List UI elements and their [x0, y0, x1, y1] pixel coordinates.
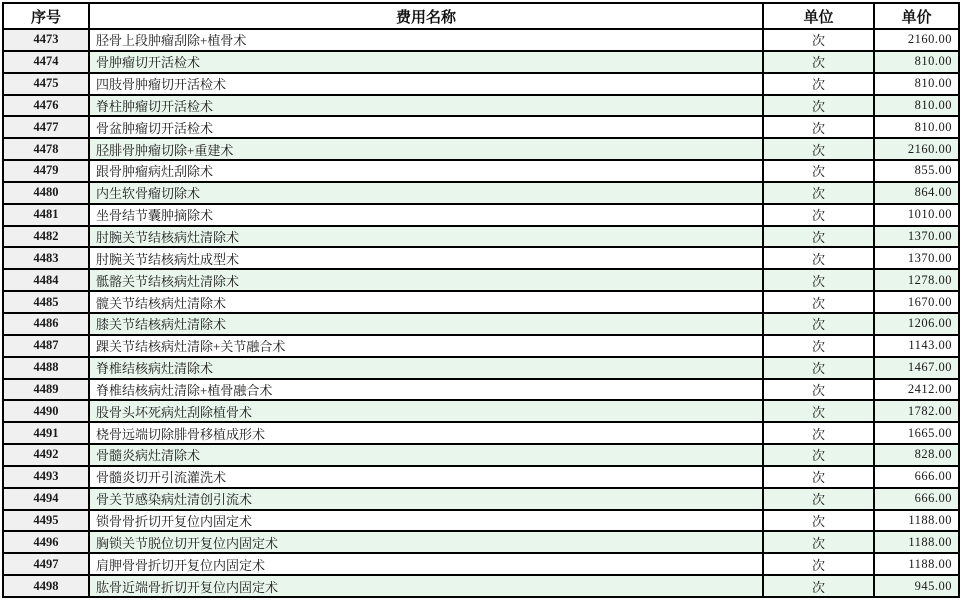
price-cell: 810.00 [874, 95, 959, 117]
fee-table-body [3, 29, 959, 597]
table-row [3, 182, 959, 204]
unit-cell: 次 [763, 160, 874, 182]
row-id-cell: 4483 [3, 247, 89, 269]
unit-cell: 次 [763, 138, 874, 160]
table-row [3, 575, 959, 597]
unit-cell: 次 [763, 553, 874, 575]
row-id-cell: 4477 [3, 116, 89, 138]
row-id-cell: 4489 [3, 379, 89, 401]
unit-cell: 次 [763, 422, 874, 444]
row-id-cell: 4484 [3, 269, 89, 291]
unit-cell: 次 [763, 116, 874, 138]
row-id-cell: 4480 [3, 182, 89, 204]
fee-table-header [3, 3, 959, 29]
fee-name-cell: 胫腓骨肿瘤切除+重建术 [89, 138, 763, 160]
price-cell: 1665.00 [874, 422, 959, 444]
price-cell: 666.00 [874, 466, 959, 488]
row-id-cell: 4475 [3, 73, 89, 95]
row-id-cell: 4495 [3, 510, 89, 532]
row-id-cell: 4496 [3, 531, 89, 553]
price-cell: 855.00 [874, 160, 959, 182]
unit-cell: 次 [763, 488, 874, 510]
price-cell: 2412.00 [874, 379, 959, 401]
fee-name-cell: 骨关节感染病灶清创引流术 [89, 488, 763, 510]
table-row [3, 335, 959, 357]
fee-name-cell: 骶髂关节结核病灶清除术 [89, 269, 763, 291]
table-row [3, 313, 959, 335]
fee-table [2, 2, 960, 598]
table-row [3, 379, 959, 401]
row-id-cell: 4497 [3, 553, 89, 575]
fee-name-cell: 骨髓炎切开引流灌洗术 [89, 466, 763, 488]
table-row [3, 553, 959, 575]
price-cell: 810.00 [874, 116, 959, 138]
table-row [3, 531, 959, 553]
fee-name-cell: 坐骨结节囊肿摘除术 [89, 204, 763, 226]
row-id-cell: 4485 [3, 291, 89, 313]
unit-cell: 次 [763, 510, 874, 532]
row-id-cell: 4474 [3, 51, 89, 73]
price-cell: 1188.00 [874, 510, 959, 532]
price-cell: 666.00 [874, 488, 959, 510]
price-cell: 1370.00 [874, 247, 959, 269]
fee-name-cell: 桡骨远端切除腓骨移植成形术 [89, 422, 763, 444]
fee-name-cell: 锁骨骨折切开复位内固定术 [89, 510, 763, 532]
unit-cell: 次 [763, 313, 874, 335]
price-cell: 1370.00 [874, 226, 959, 248]
unit-cell: 次 [763, 73, 874, 95]
row-id-cell: 4473 [3, 29, 89, 51]
table-row [3, 73, 959, 95]
price-cell: 945.00 [874, 575, 959, 597]
table-row [3, 269, 959, 291]
row-id-cell: 4486 [3, 313, 89, 335]
table-row [3, 466, 959, 488]
fee-name-cell: 脊椎结核病灶清除术 [89, 357, 763, 379]
row-id-cell: 4481 [3, 204, 89, 226]
unit-cell: 次 [763, 95, 874, 117]
fee-name-cell: 脊柱肿瘤切开活检术 [89, 95, 763, 117]
column-header-price: 单价 [874, 3, 959, 29]
unit-cell: 次 [763, 204, 874, 226]
fee-name-cell: 胫骨上段肿瘤刮除+植骨术 [89, 29, 763, 51]
table-row [3, 29, 959, 51]
fee-name-cell: 四肢骨肿瘤切开活检术 [89, 73, 763, 95]
table-row [3, 291, 959, 313]
table-row [3, 51, 959, 73]
column-header-serial: 序号 [3, 3, 89, 29]
unit-cell: 次 [763, 247, 874, 269]
fee-name-cell: 肩胛骨骨折切开复位内固定术 [89, 553, 763, 575]
row-id-cell: 4478 [3, 138, 89, 160]
price-cell: 1188.00 [874, 553, 959, 575]
price-cell: 2160.00 [874, 138, 959, 160]
fee-name-cell: 跟骨肿瘤病灶刮除术 [89, 160, 763, 182]
fee-name-cell: 髋关节结核病灶清除术 [89, 291, 763, 313]
price-cell: 810.00 [874, 73, 959, 95]
row-id-cell: 4498 [3, 575, 89, 597]
row-id-cell: 4494 [3, 488, 89, 510]
unit-cell: 次 [763, 29, 874, 51]
price-cell: 1670.00 [874, 291, 959, 313]
price-cell: 1206.00 [874, 313, 959, 335]
price-cell: 810.00 [874, 51, 959, 73]
unit-cell: 次 [763, 226, 874, 248]
fee-name-cell: 肱骨近端骨折切开复位内固定术 [89, 575, 763, 597]
row-id-cell: 4490 [3, 400, 89, 422]
fee-name-cell: 内生软骨瘤切除术 [89, 182, 763, 204]
price-cell: 1782.00 [874, 400, 959, 422]
row-id-cell: 4492 [3, 444, 89, 466]
fee-name-cell: 股骨头坏死病灶刮除植骨术 [89, 400, 763, 422]
unit-cell: 次 [763, 335, 874, 357]
fee-name-cell: 骨髓炎病灶清除术 [89, 444, 763, 466]
row-id-cell: 4488 [3, 357, 89, 379]
table-row [3, 357, 959, 379]
table-row [3, 444, 959, 466]
price-cell: 1188.00 [874, 531, 959, 553]
row-id-cell: 4479 [3, 160, 89, 182]
row-id-cell: 4487 [3, 335, 89, 357]
fee-name-cell: 骨肿瘤切开活检术 [89, 51, 763, 73]
fee-name-cell: 膝关节结核病灶清除术 [89, 313, 763, 335]
fee-name-cell: 肘腕关节结核病灶成型术 [89, 247, 763, 269]
price-cell: 1010.00 [874, 204, 959, 226]
price-cell: 828.00 [874, 444, 959, 466]
unit-cell: 次 [763, 379, 874, 401]
unit-cell: 次 [763, 531, 874, 553]
unit-cell: 次 [763, 182, 874, 204]
row-id-cell: 4476 [3, 95, 89, 117]
unit-cell: 次 [763, 400, 874, 422]
unit-cell: 次 [763, 291, 874, 313]
table-row [3, 400, 959, 422]
row-id-cell: 4491 [3, 422, 89, 444]
table-row [3, 116, 959, 138]
unit-cell: 次 [763, 51, 874, 73]
table-row [3, 138, 959, 160]
fee-name-cell: 踝关节结核病灶清除+关节融合术 [89, 335, 763, 357]
table-row [3, 204, 959, 226]
price-cell: 1278.00 [874, 269, 959, 291]
table-row [3, 95, 959, 117]
fee-name-cell: 肘腕关节结核病灶清除术 [89, 226, 763, 248]
table-row [3, 510, 959, 532]
table-row [3, 160, 959, 182]
unit-cell: 次 [763, 575, 874, 597]
price-cell: 864.00 [874, 182, 959, 204]
column-header-fee-name: 费用名称 [89, 3, 763, 29]
fee-name-cell: 脊椎结核病灶清除+植骨融合术 [89, 379, 763, 401]
unit-cell: 次 [763, 357, 874, 379]
fee-name-cell: 骨盆肿瘤切开活检术 [89, 116, 763, 138]
table-row [3, 226, 959, 248]
price-cell: 1143.00 [874, 335, 959, 357]
header-row [3, 3, 959, 29]
row-id-cell: 4482 [3, 226, 89, 248]
unit-cell: 次 [763, 269, 874, 291]
unit-cell: 次 [763, 466, 874, 488]
table-row [3, 247, 959, 269]
fee-name-cell: 胸锁关节脱位切开复位内固定术 [89, 531, 763, 553]
column-header-unit: 单位 [763, 3, 874, 29]
price-cell: 2160.00 [874, 29, 959, 51]
row-id-cell: 4493 [3, 466, 89, 488]
table-row [3, 422, 959, 444]
table-row [3, 488, 959, 510]
price-cell: 1467.00 [874, 357, 959, 379]
unit-cell: 次 [763, 444, 874, 466]
